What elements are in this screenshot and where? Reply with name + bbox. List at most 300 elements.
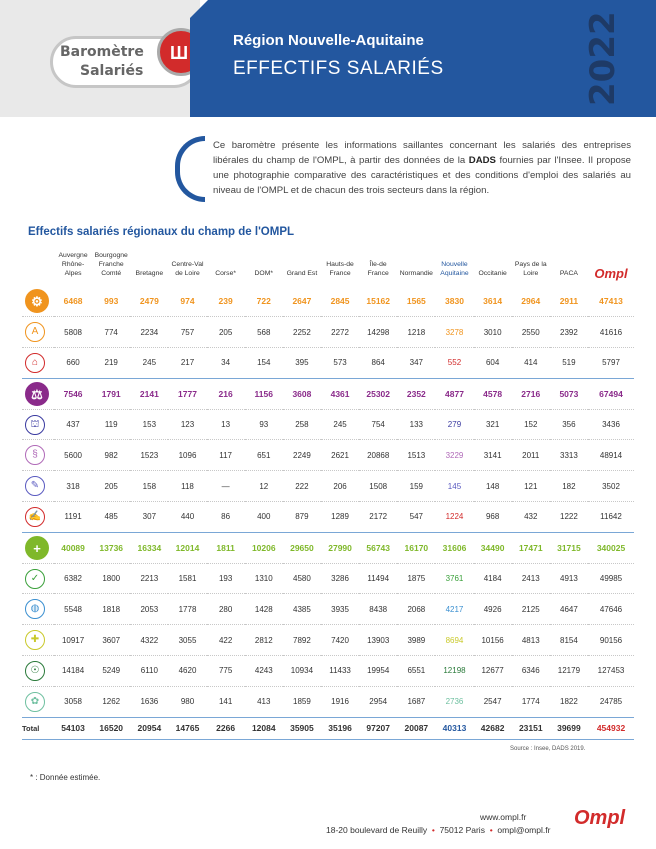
table-cell: 879 (283, 502, 321, 533)
table-cell: 5600 (54, 440, 92, 471)
table-cell: 982 (92, 440, 130, 471)
table-cell: 2125 (512, 594, 550, 625)
table-cell: 67494 (588, 378, 634, 409)
column-header: PACA (559, 270, 578, 277)
table-cell: 4926 (474, 594, 512, 625)
sector-row (22, 378, 634, 409)
table-cell: 4184 (474, 563, 512, 594)
table-cell: 3830 (435, 286, 473, 317)
footer-address (326, 825, 550, 835)
column-header: Centre-Val de Loire (171, 261, 204, 277)
table-cell: 20868 (359, 440, 397, 471)
table-cell: 12 (245, 471, 283, 502)
table-cell: 1508 (359, 471, 397, 502)
table-cell: 318 (54, 471, 92, 502)
sector-row (22, 286, 634, 317)
table-cell: 27990 (321, 532, 359, 563)
table-cell: 568 (245, 317, 283, 348)
table-cell: 153 (130, 409, 168, 440)
table-cell: 182 (550, 471, 588, 502)
table-cell: 651 (245, 440, 283, 471)
column-header: Île-de France (367, 261, 389, 277)
total-cell: 2266 (207, 717, 245, 739)
column-header: Hauts-de France (326, 261, 354, 277)
table-cell: 437 (54, 409, 92, 440)
table-cell: 219 (92, 348, 130, 379)
table-cell: 24785 (588, 686, 634, 717)
table-cell: 1581 (168, 563, 206, 594)
column-header: Occitanie (478, 270, 507, 277)
table-cell: 660 (54, 348, 92, 379)
table-cell: 400 (245, 502, 283, 533)
table-cell: 2911 (550, 286, 588, 317)
total-cell: 12084 (245, 717, 283, 739)
table-cell: 3055 (168, 625, 206, 656)
pharmacy-icon: ✚ (25, 630, 45, 650)
table-cell: 148 (474, 471, 512, 502)
table-cell: 2141 (130, 378, 168, 409)
table-row (22, 563, 634, 594)
table-cell: 245 (321, 409, 359, 440)
table-cell: 56743 (359, 532, 397, 563)
table-cell: 4322 (130, 625, 168, 656)
table-cell: 3058 (54, 686, 92, 717)
table-cell: 4361 (321, 378, 359, 409)
column-header: DOM* (254, 270, 274, 277)
table-cell: 2845 (321, 286, 359, 317)
table-row (22, 625, 634, 656)
separator-dot: • (487, 825, 496, 835)
table-cell: 3229 (435, 440, 473, 471)
source-note: Source : Insee, DADS 2019. (510, 746, 586, 752)
table-cell: 432 (512, 502, 550, 533)
column-header: Bourgogne Franche Comté (94, 252, 128, 277)
row-icon-cell (22, 471, 54, 502)
table-cell: 34 (207, 348, 245, 379)
table-cell: 993 (92, 286, 130, 317)
table-cell: 49985 (588, 563, 634, 594)
table-cell: 3935 (321, 594, 359, 625)
table-cell: 356 (550, 409, 588, 440)
table-cell: 10934 (283, 656, 321, 687)
table-cell: 1191 (54, 502, 92, 533)
table-cell: 5797 (588, 348, 634, 379)
table-cell: 5073 (550, 378, 588, 409)
table-cell: 1262 (92, 686, 130, 717)
row-icon-cell (22, 317, 54, 348)
table-cell: 321 (474, 409, 512, 440)
table-cell: 258 (283, 409, 321, 440)
table-cell: 547 (397, 502, 435, 533)
table-cell: 8154 (550, 625, 588, 656)
table-cell: 1774 (512, 686, 550, 717)
table-cell: 3286 (321, 563, 359, 594)
table-cell: 1523 (130, 440, 168, 471)
table-cell: 1222 (550, 502, 588, 533)
column-header: Bretagne (135, 270, 164, 277)
column-header: Normandie (399, 270, 433, 277)
table-cell: 1428 (245, 594, 283, 625)
table-cell: 8438 (359, 594, 397, 625)
table-cell: 3436 (588, 409, 634, 440)
total-cell: 97207 (359, 717, 397, 739)
table-cell: 347 (397, 348, 435, 379)
table-cell: 1565 (397, 286, 435, 317)
juridique-sector-icon: ⚖ (25, 382, 49, 406)
table-cell: 440 (168, 502, 206, 533)
table-cell: 2736 (435, 686, 473, 717)
table-cell: 119 (92, 409, 130, 440)
barometre-logo (40, 14, 200, 104)
total-cell: 20087 (397, 717, 435, 739)
table-row (22, 686, 634, 717)
page-title: EFFECTIFS SALARIÉS (233, 58, 444, 79)
table-cell: 519 (550, 348, 588, 379)
column-header: Corse* (215, 270, 237, 277)
table-cell: 12179 (550, 656, 588, 687)
table-cell: 1156 (245, 378, 283, 409)
table-cell: 7892 (283, 625, 321, 656)
table-cell: 4217 (435, 594, 473, 625)
table-cell: 6551 (397, 656, 435, 687)
table-cell: 485 (92, 502, 130, 533)
icon-header (22, 248, 54, 286)
table-cell: 1875 (397, 563, 435, 594)
table-cell: 2647 (283, 286, 321, 317)
table-cell: 3607 (92, 625, 130, 656)
table-cell: 1310 (245, 563, 283, 594)
table-row (22, 409, 634, 440)
intro-dads: DADS (468, 155, 496, 166)
table-cell: 1687 (397, 686, 435, 717)
table-cell: — (207, 471, 245, 502)
table-cell: 13736 (92, 532, 130, 563)
table-cell: 6110 (130, 656, 168, 687)
table-header-row (22, 248, 634, 286)
table-cell: 775 (207, 656, 245, 687)
intro-paragraph (213, 138, 631, 198)
row-icon-cell (22, 625, 54, 656)
table-cell: 4580 (283, 563, 321, 594)
logo-mark: Ш (170, 43, 189, 63)
lawyer-icon: § (25, 445, 45, 465)
table-cell: 1811 (207, 532, 245, 563)
table-row (22, 594, 634, 625)
row-icon-cell (22, 348, 54, 379)
table-cell: 12198 (435, 656, 473, 687)
table-cell: 3502 (588, 471, 634, 502)
total-cell: 54103 (54, 717, 92, 739)
table-cell: 604 (474, 348, 512, 379)
sante-sector-icon: + (25, 536, 49, 560)
section-title: Effectifs salariés régionaux du champ de l'OMPL (28, 226, 295, 238)
table-cell: 279 (435, 409, 473, 440)
table-cell: 8694 (435, 625, 473, 656)
table-cell: 2053 (130, 594, 168, 625)
table-cell: 2249 (283, 440, 321, 471)
table-cell: 159 (397, 471, 435, 502)
table-row (22, 656, 634, 687)
column-header: Auvergne Rhône-Alpes (58, 252, 88, 277)
table-cell: 4243 (245, 656, 283, 687)
table-cell: 40089 (54, 532, 92, 563)
table-cell: 1777 (168, 378, 206, 409)
row-icon-cell (22, 532, 54, 563)
table-cell: 154 (245, 348, 283, 379)
table-cell: 206 (321, 471, 359, 502)
table-cell: 141 (207, 686, 245, 717)
table-row (22, 317, 634, 348)
table-cell: 3608 (283, 378, 321, 409)
table-cell: 10206 (245, 532, 283, 563)
table-cell: 307 (130, 502, 168, 533)
table-cell: 757 (168, 317, 206, 348)
table-row (22, 440, 634, 471)
intro-part2: fournies par l'Insee. Il propose une photographie comparative des caractéristiques et des conditions d'emploi des salariés au niveau de l'OMPL et de chacun des trois secteurs dans la région. (213, 155, 631, 196)
table-cell: 3010 (474, 317, 512, 348)
table-cell: 11433 (321, 656, 359, 687)
table-cell: 5808 (54, 317, 92, 348)
ompl-logo: Ompl (574, 807, 626, 829)
table-cell: 19954 (359, 656, 397, 687)
table-cell: 2392 (550, 317, 588, 348)
table-cell: 4578 (474, 378, 512, 409)
table-cell: 2964 (512, 286, 550, 317)
table-cell: 1218 (397, 317, 435, 348)
table-cell: 2011 (512, 440, 550, 471)
table-cell: 774 (92, 317, 130, 348)
row-icon-cell (22, 378, 54, 409)
table-cell: 121 (512, 471, 550, 502)
table-cell: 11642 (588, 502, 634, 533)
table-cell: 205 (92, 471, 130, 502)
table-cell: 2547 (474, 686, 512, 717)
table-cell: 1289 (321, 502, 359, 533)
table-cell: 13 (207, 409, 245, 440)
total-cell: 20954 (130, 717, 168, 739)
total-cell: 35196 (321, 717, 359, 739)
region-title: Région Nouvelle-Aquitaine (233, 32, 424, 49)
table-cell: 25302 (359, 378, 397, 409)
table-cell: 413 (245, 686, 283, 717)
table-cell: 34490 (474, 532, 512, 563)
veterinary-icon: ✿ (25, 692, 45, 712)
footer-website[interactable]: www.ompl.fr (480, 812, 527, 822)
table-cell: 16334 (130, 532, 168, 563)
table-cell: 2479 (130, 286, 168, 317)
table-cell: 86 (207, 502, 245, 533)
total-cell: 454932 (588, 717, 634, 739)
total-cell: 35905 (283, 717, 321, 739)
table-cell: 974 (168, 286, 206, 317)
table-row (22, 502, 634, 533)
row-icon-cell (22, 594, 54, 625)
table-cell: 2621 (321, 440, 359, 471)
table-cell: 2272 (321, 317, 359, 348)
table-cell: 222 (283, 471, 321, 502)
table-cell: 12677 (474, 656, 512, 687)
table-cell: 31606 (435, 532, 473, 563)
table-cell: 422 (207, 625, 245, 656)
footer-city: 75012 Paris (439, 825, 485, 835)
table-cell: 6468 (54, 286, 92, 317)
intro-bracket (175, 136, 205, 202)
table-cell: 205 (207, 317, 245, 348)
row-icon-cell (22, 286, 54, 317)
paramedical-icon: ◍ (25, 599, 45, 619)
total-label: Total (22, 717, 54, 739)
table-cell: 2172 (359, 502, 397, 533)
table-cell: 7546 (54, 378, 92, 409)
table-cell: 1859 (283, 686, 321, 717)
row-icon-cell (22, 440, 54, 471)
table-cell: 4647 (550, 594, 588, 625)
surveying-icon: ⌂ (25, 353, 45, 373)
table-cell: 1513 (397, 440, 435, 471)
notary-icon: ✍ (25, 507, 45, 527)
table-cell: 4620 (168, 656, 206, 687)
table-cell: 414 (512, 348, 550, 379)
table-cell: 2213 (130, 563, 168, 594)
table-cell: 4877 (435, 378, 473, 409)
table-cell: 13903 (359, 625, 397, 656)
table-cell: 29650 (283, 532, 321, 563)
column-header: Pays de la Loire (514, 261, 547, 277)
table-cell: 1800 (92, 563, 130, 594)
cadre-de-vie-sector-icon: ⚙ (25, 289, 49, 313)
year-label: 2022 (583, 11, 623, 106)
row-icon-cell (22, 502, 54, 533)
logo-line2: Salariés (80, 63, 144, 79)
table-cell: 980 (168, 686, 206, 717)
table-cell: 127453 (588, 656, 634, 687)
table-cell: 2954 (359, 686, 397, 717)
table-cell: 552 (435, 348, 473, 379)
table-body (22, 286, 634, 739)
row-icon-cell (22, 686, 54, 717)
table-cell: 2413 (512, 563, 550, 594)
intro-part1: Ce baromètre présente les informations saillantes concernant les salariés des entreprises libérales du champ de l'OMPL, à partir des données de la (213, 140, 631, 166)
total-cell: 42682 (474, 717, 512, 739)
table-cell: 3989 (397, 625, 435, 656)
row-icon-cell (22, 563, 54, 594)
table-cell: 1916 (321, 686, 359, 717)
table-cell: 1224 (435, 502, 473, 533)
table-cell: 2812 (245, 625, 283, 656)
table-cell: 118 (168, 471, 206, 502)
table-cell: 217 (168, 348, 206, 379)
table-cell: 722 (245, 286, 283, 317)
table-cell: 117 (207, 440, 245, 471)
table-cell: 14184 (54, 656, 92, 687)
footer-street: 18-20 boulevard de Reuilly (326, 825, 428, 835)
court-icon: ⛫ (25, 415, 45, 435)
table-cell: 16170 (397, 532, 435, 563)
table-cell: 145 (435, 471, 473, 502)
table-cell: 12014 (168, 532, 206, 563)
page-header (0, 0, 656, 117)
total-row (22, 717, 634, 739)
table-cell: 123 (168, 409, 206, 440)
table-cell: 133 (397, 409, 435, 440)
table-cell: 10156 (474, 625, 512, 656)
column-header: Grand Est (286, 270, 318, 277)
table-cell: 15162 (359, 286, 397, 317)
table-cell: 2716 (512, 378, 550, 409)
footer-email[interactable]: ompl@ompl.fr (497, 825, 551, 835)
table-cell: 5548 (54, 594, 92, 625)
table-cell: 14298 (359, 317, 397, 348)
table-cell: 340025 (588, 532, 634, 563)
table-cell: 1822 (550, 686, 588, 717)
table-cell: 17471 (512, 532, 550, 563)
effectifs-table (22, 248, 634, 740)
table-cell: 2352 (397, 378, 435, 409)
table-cell: 193 (207, 563, 245, 594)
table-cell: 1096 (168, 440, 206, 471)
table-cell: 573 (321, 348, 359, 379)
table-cell: 31715 (550, 532, 588, 563)
table-cell: 41616 (588, 317, 634, 348)
table-cell: 2252 (283, 317, 321, 348)
table-cell: 6382 (54, 563, 92, 594)
total-cell: 16520 (92, 717, 130, 739)
logo-line1: Baromètre (60, 44, 144, 60)
table-cell: 5249 (92, 656, 130, 687)
total-cell: 39699 (550, 717, 588, 739)
total-cell: 23151 (512, 717, 550, 739)
footnote: * : Donnée estimée. (30, 773, 101, 782)
table-cell: 152 (512, 409, 550, 440)
table-cell: 864 (359, 348, 397, 379)
table-cell: 1636 (130, 686, 168, 717)
table-cell: 3278 (435, 317, 473, 348)
medical-icon: ✓ (25, 569, 45, 589)
table-cell: 3141 (474, 440, 512, 471)
dental-icon: ☉ (25, 661, 45, 681)
table-cell: 968 (474, 502, 512, 533)
table-cell: 4913 (550, 563, 588, 594)
table-cell: 1791 (92, 378, 130, 409)
separator-dot: • (429, 825, 438, 835)
total-cell: 14765 (168, 717, 206, 739)
table-cell: 3313 (550, 440, 588, 471)
table-cell: 4385 (283, 594, 321, 625)
table-cell: 2550 (512, 317, 550, 348)
table-cell: 4813 (512, 625, 550, 656)
table-cell: 158 (130, 471, 168, 502)
table-cell: 93 (245, 409, 283, 440)
table-row (22, 348, 634, 379)
table-cell: 245 (130, 348, 168, 379)
table-cell: 7420 (321, 625, 359, 656)
table-cell: 3761 (435, 563, 473, 594)
table-cell: 280 (207, 594, 245, 625)
total-cell: 40313 (435, 717, 473, 739)
table-cell: 48914 (588, 440, 634, 471)
table-cell: 754 (359, 409, 397, 440)
table-cell: 1778 (168, 594, 206, 625)
table-row (22, 471, 634, 502)
architecture-icon: A (25, 322, 45, 342)
table-cell: 10917 (54, 625, 92, 656)
table-cell: 11494 (359, 563, 397, 594)
table-cell: 90156 (588, 625, 634, 656)
table-cell: 395 (283, 348, 321, 379)
table-cell: 2234 (130, 317, 168, 348)
table-cell: 2068 (397, 594, 435, 625)
table-cell: 6346 (512, 656, 550, 687)
